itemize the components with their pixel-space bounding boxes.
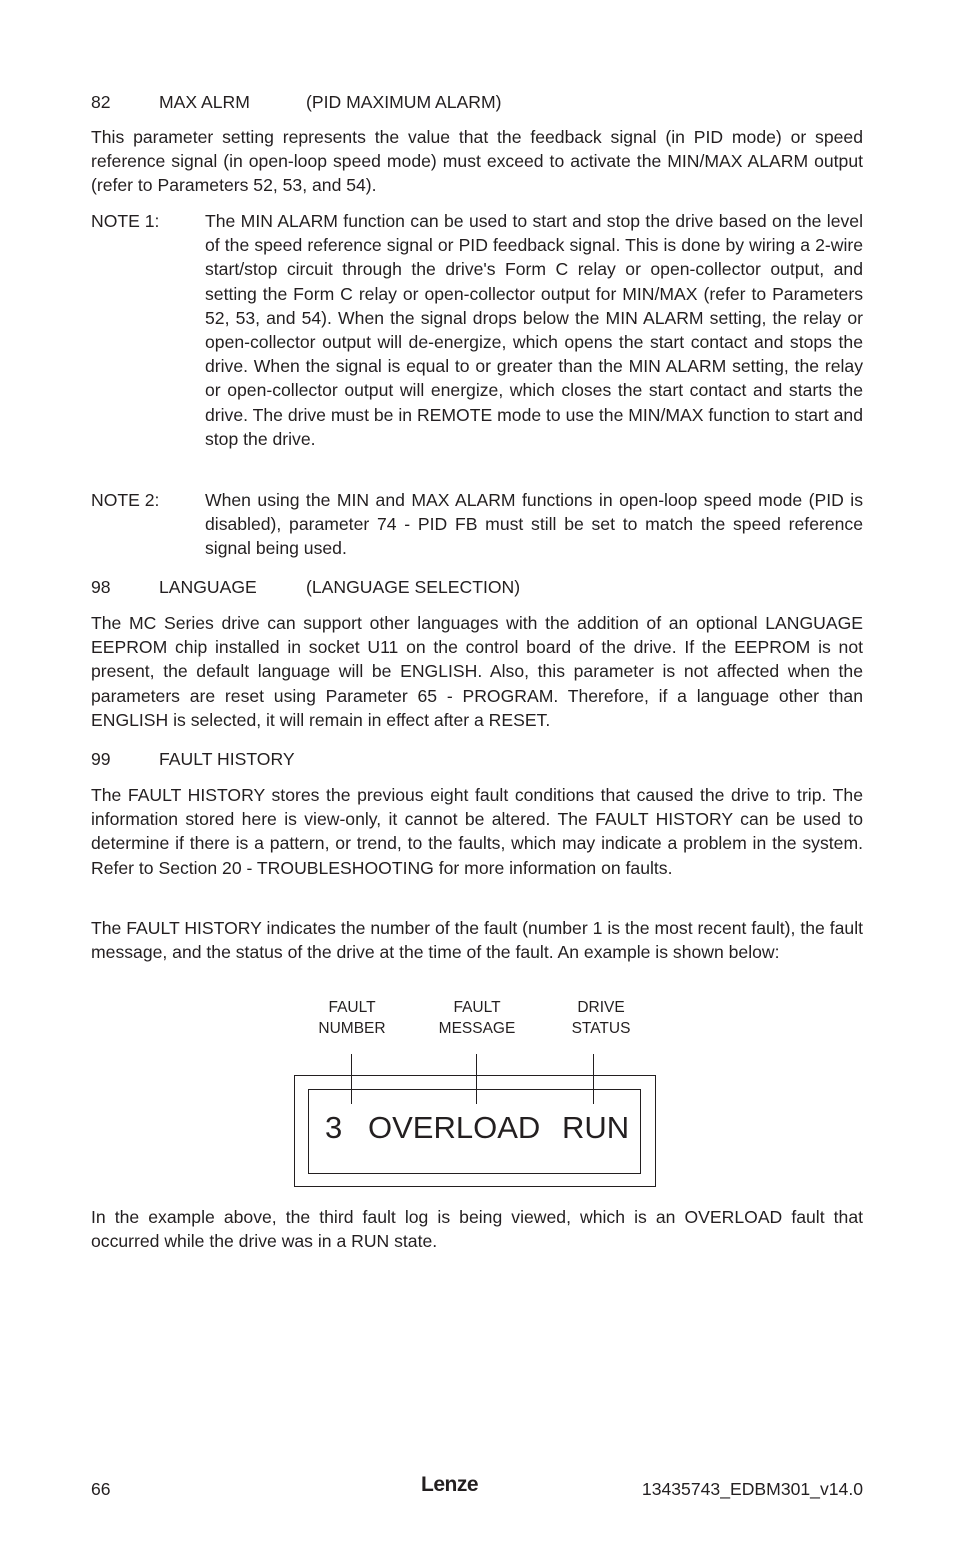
param82-description: (PID MAXIMUM ALARM) <box>306 92 502 112</box>
param99-name: FAULT HISTORY <box>159 749 295 769</box>
display-fault-number: 3 <box>325 1110 343 1145</box>
page-number: 66 <box>91 1479 111 1499</box>
display-drive-status: RUN <box>562 1110 630 1145</box>
note2-text: When using the MIN and MAX ALARM functions in open-loop speed mode (PID is disabled), parameter 74 - PID FB must still be set to match the speed reference signal being used. <box>205 490 863 559</box>
label-fault-message-line2: MESSAGE <box>438 1020 516 1037</box>
label-fault-message-line1: FAULT <box>453 999 501 1016</box>
label-drive-status-line1: DRIVE <box>577 999 625 1016</box>
note1-text: The MIN ALARM function can be used to start and stop the drive based on the level of the speed reference signal or PID feedback signal. This is done by wiring a 2-wire start/stop circuit through the drive's Form C relay or open-collector output, and setting the Form C relay or open-collector output for MIN/MAX (refer to Parameters 52, 53, and 54). When the signal drops below the MIN ALARM setting, the relay or open-collector output will de-energize, which opens the start contact and stops the drive. When the signal is equal to or greater than the MIN ALARM setting, the relay or open-collector output will energize, which closes the start contact and starts the drive. The drive must be in REMOTE mode to use the MIN/MAX function to start and stop the drive. <box>205 211 863 449</box>
param99-body-2: The FAULT HISTORY indicates the number of the fault (number 1 is the most recent fault), the fault message, and the status of the drive at the time of the fault. An example is shown below: <box>91 918 863 963</box>
label-drive-status-line2: STATUS <box>571 1020 631 1037</box>
note1-label: NOTE 1: <box>91 211 160 231</box>
display-fault-message: OVERLOAD <box>368 1110 541 1145</box>
label-fault-number-line2: NUMBER <box>318 1020 386 1037</box>
param82-body: This parameter setting represents the value that the feedback signal (in PID mode) or speed reference signal (in open-loop speed mode) must exceed to activate the MIN/MAX ALARM output (refer to Parameters 52, 53, and 54). <box>91 127 863 196</box>
param99-number: 99 <box>91 749 111 769</box>
note2-label: NOTE 2: <box>91 490 160 510</box>
label-fault-number-line1: FAULT <box>328 999 376 1016</box>
label-drive-status <box>536 997 666 1039</box>
param98-body: The MC Series drive can support other languages with the addition of an optional LANGUAGE EEPROM chip installed in socket U11 on the control board of the drive. If the EEPROM is not present, the default language will be ENGLISH. Also, this parameter is not affected when the parameters are reset using Parameter 65 - PROGRAM. Therefore, if a language other than ENGLISH is selected, it will remain in effect after a RESET. <box>91 613 863 730</box>
param98-number: 98 <box>91 577 111 597</box>
label-fault-message <box>412 997 542 1039</box>
closing-paragraph: In the example above, the third fault log is being viewed, which is an OVERLOAD fault that occurred while the drive was in a RUN state. <box>91 1207 863 1252</box>
document-id: 13435743_EDBM301_v14.0 <box>641 1479 863 1499</box>
lenze-logo: Lenze <box>421 1473 479 1496</box>
param98-name: LANGUAGE <box>159 577 257 597</box>
param82-number: 82 <box>91 92 111 112</box>
param98-description: (LANGUAGE SELECTION) <box>306 577 521 597</box>
label-fault-number <box>287 997 417 1039</box>
param99-body-1: The FAULT HISTORY stores the previous eight fault conditions that caused the drive to trip. The information stored here is view-only, it cannot be altered. The FAULT HISTORY can be used to determine if there is a pattern, or trend, to the faults, which may indicate a problem in the system. Refer to Section 20 - TROUBLESHOOTING for more information on faults. <box>91 785 863 878</box>
param82-name: MAX ALRM <box>159 92 250 112</box>
